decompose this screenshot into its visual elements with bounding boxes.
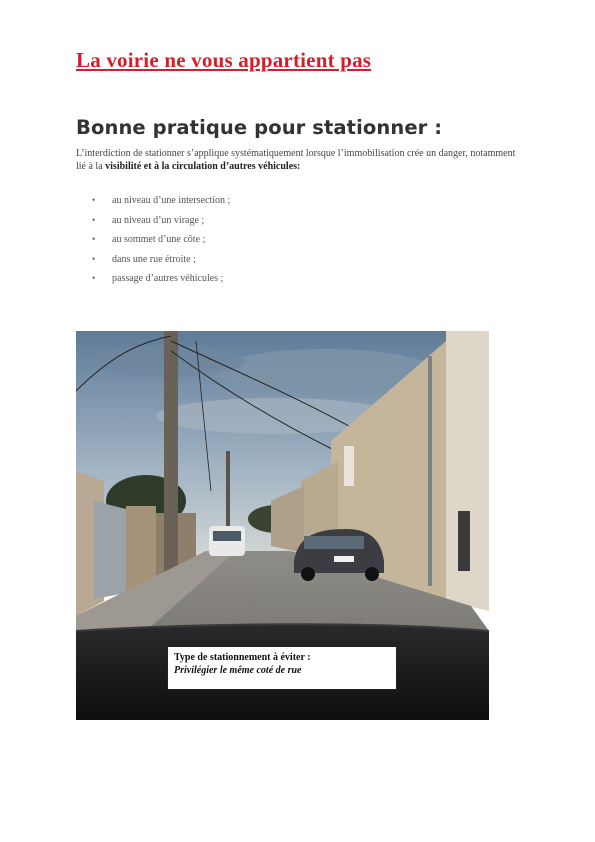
list-item: • passage d’autres véhicules ; [92,272,230,292]
section-heading: Bonne pratique pour stationner : [76,116,443,139]
page-title: La voirie ne vous appartient pas [76,48,372,72]
danger-list [92,194,230,292]
list-item: • dans une rue étroite ; [92,253,230,273]
intro-paragraph [76,147,516,173]
list-item: • au niveau d’un virage ; [92,214,230,234]
utility-pole [164,331,178,581]
intro-text: L’interdiction de stationner s’applique systématiquement lorsque l’immobilisation crée un danger, notamment lié à la [76,148,516,172]
list-item: • au sommet d’une côte ; [92,233,230,253]
intro-emphasis-visibility: visibilité [105,161,142,172]
intro-emphasis-traffic: à la circulation d’autres véhicules: [154,161,301,172]
photo-caption [167,646,397,690]
caption-advice: Privilégier le même coté de rue [174,665,302,676]
intro-conjunction: et [141,161,155,172]
list-item: • au niveau d’une intersection ; [92,194,230,214]
caption-title: Type de stationnement à éviter : [174,652,311,663]
